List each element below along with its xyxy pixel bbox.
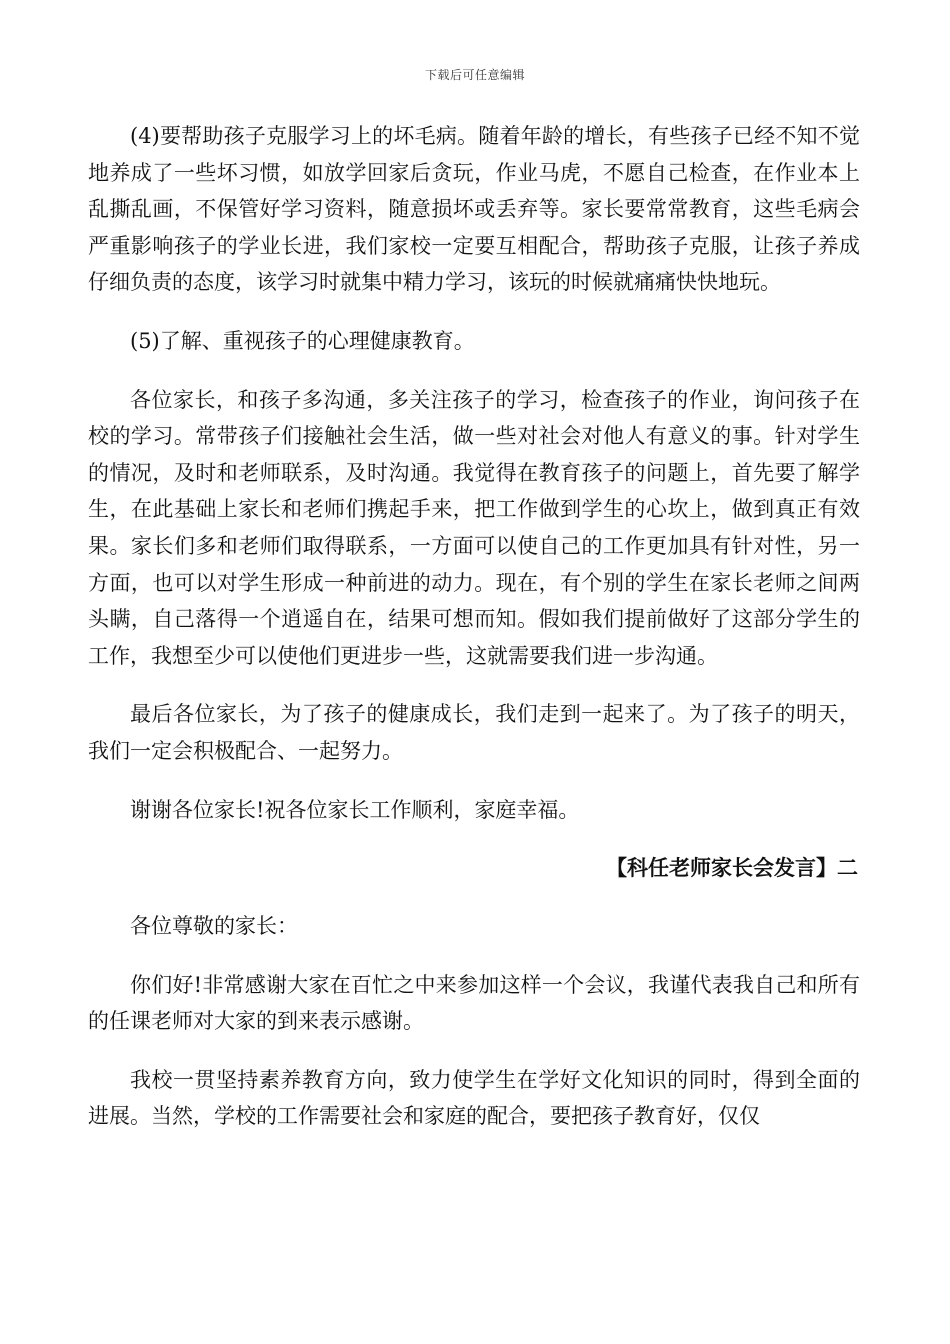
document-body bbox=[88, 118, 860, 1157]
paragraph-school-direction: 我校一贯坚持素养教育方向，致力使学生在学好文化知识的同时，得到全面的进展。当然，学校的工作需要社会和家庭的配合，要把孩子教育好，仅仅 bbox=[88, 1067, 860, 1129]
paragraph-communication: 各位家长，和孩子多沟通，多关注孩子的学习，检查孩子的作业，询问孩子在校的学习。常带孩子们接触社会生活，做一些对社会对他人有意义的事。针对学生的情况，及时和老师联系，及时沟通。我觉得在教育孩子的问题上，首先要了解学生，在此基础上家长和老师们携起手来，把工作做到学生的心坎上，做到真正有效果。家长们多和老师们取得联系，一方面可以使自己的工作更加具有针对性，另一方面，也可以对学生形成一种前进的动力。现在，有个别的学生在家长老师之间两头瞒，自己落得一个逍遥自在，结果可想而知。假如我们提前做好了这部分学生的工作，我想至少可以使他们更进步一些，这就需要我们进一步沟通。 bbox=[88, 387, 860, 668]
paragraph-greeting: 你们好!非常感谢大家在百忙之中来参加这样一个会议，我谨代表我自己和所有的任课老师对大家的到来表示感谢。 bbox=[88, 972, 860, 1034]
salutation: 各位尊敬的家长： bbox=[130, 914, 298, 939]
paragraph-closing: 最后各位家长，为了孩子的健康成长，我们走到一起来了。为了孩子的明天，我们一定会积极配合、一起努力。 bbox=[88, 702, 860, 763]
page-header: 下载后可任意编辑 bbox=[424, 68, 525, 82]
paragraph-5-mental-health: (5)了解、重视孩子的心理健康教育。 bbox=[130, 328, 475, 353]
paragraph-4-bad-habits: (4)要帮助孩子克服学习上的坏毛病。随着年龄的增长，有些孩子已经不知不觉地养成了一些坏习惯，如放学回家后贪玩，作业马虎，不愿自己检查，在作业本上乱撕乱画，不保管好学习资料，随意损坏或丢弃等。家长要常常教育，这些毛病会严重影响孩子的学业长进，我们家校一定要互相配合，帮助孩子克服，让孩子养成仔细负责的态度，该学习时就集中精力学习，该玩的时候就痛痛快快地玩。 bbox=[88, 124, 860, 295]
paragraph-thanks: 谢谢各位家长!祝各位家长工作顺利，家庭幸福。 bbox=[130, 797, 580, 822]
section-heading: 【科任老师家长会发言】二 bbox=[606, 855, 858, 881]
